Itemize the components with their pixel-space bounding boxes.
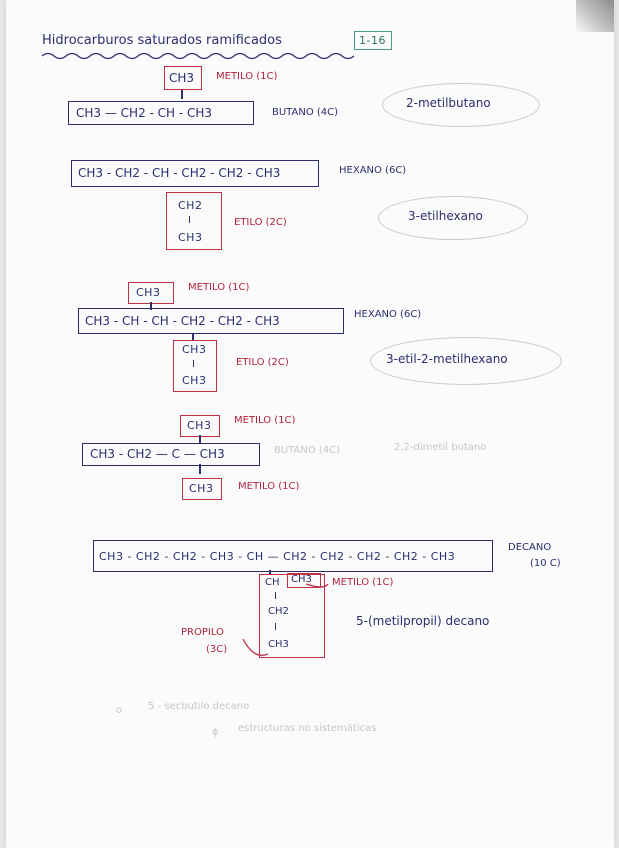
notebook-page [6, 0, 614, 848]
ex4-branch-top-note: METILO (1C) [234, 415, 296, 426]
ex1-branch-note: METILO (1C) [216, 71, 278, 82]
ex3-branch-top: CH3 [136, 286, 161, 299]
ex5-branch-2: CH2 [268, 606, 289, 617]
pen-strokes [6, 0, 614, 848]
ex5-branch-1b: CH3 [291, 574, 312, 585]
title-underline [42, 54, 354, 59]
ex4-branch-bottom: CH3 [189, 482, 214, 495]
faint-mark: ɸ [212, 727, 219, 738]
ex3-chain: CH3 - CH - CH - CH2 - CH2 - CH3 [85, 314, 280, 328]
ex1-branch: CH3 [169, 71, 195, 85]
ex4-branch-top: CH3 [187, 419, 212, 432]
ex1-answer: 2-metilbutano [406, 96, 491, 110]
ex3-branch-b: CH3 [182, 374, 207, 387]
ex3-branch-sep: I [192, 359, 195, 370]
ex5-branch-1: CH [265, 577, 280, 588]
ex4-bond-top [199, 435, 201, 443]
ex4-branch-bottom-note: METILO (1C) [238, 481, 300, 492]
ex2-branch-sep: I [188, 215, 191, 226]
ex5-branch-sep-2: I [274, 622, 277, 633]
ex4-bond-bottom [199, 464, 201, 474]
page-title: Hidrocarburos saturados ramificados [42, 33, 282, 48]
ex4-faint-answer: 2,2-dimetil butano [394, 442, 487, 453]
ex5-propilo-label: PROPILO [181, 627, 224, 638]
ex5-branch-sep-1: I [274, 591, 277, 602]
ex1-chain: CH3 — CH2 - CH - CH3 [76, 106, 213, 120]
ex4-chain-note: BUTANO (4C) [274, 445, 341, 456]
ex5-chain-note2: (10 C) [530, 558, 561, 569]
ex5-branch-1-note: METILO (1C) [332, 577, 394, 588]
ex3-branch-note: ETILO (2C) [236, 357, 289, 368]
ex5-answer: 5-(metilpropil) decano [356, 614, 490, 628]
faint-note-2: estructuras no sistemáticas [238, 723, 377, 734]
ex3-branch-a: CH3 [182, 343, 207, 356]
faint-bullet: o [116, 705, 123, 716]
ex2-branch-bottom: CH3 [178, 231, 203, 244]
ex5-propilo-count: (3C) [206, 644, 228, 655]
ex5-branch-3: CH3 [268, 639, 289, 650]
faint-note-1: 5 - secbutilo decano [148, 701, 250, 712]
ex3-branch-top-note: METILO (1C) [188, 282, 250, 293]
ex4-chain: CH3 - CH2 — C — CH3 [90, 447, 225, 461]
ex2-branch-top: CH2 [178, 199, 203, 212]
ex5-chain-note: DECANO [508, 542, 552, 553]
ex1-chain-note: BUTANO (4C) [272, 107, 339, 118]
ex2-chain-note: HEXANO (6C) [339, 165, 407, 176]
ex2-answer: 3-etilhexano [408, 209, 483, 223]
ex3-chain-note: HEXANO (6C) [354, 309, 422, 320]
ex2-chain: CH3 - CH2 - CH - CH2 - CH2 - CH3 [78, 166, 281, 180]
page-ref: 1-16 [359, 34, 386, 47]
ex1-bond [181, 90, 183, 99]
ex5-chain: CH3 - CH2 - CH2 - CH3 - CH — CH2 - CH2 - CH2 - CH2 - CH3 [99, 550, 456, 563]
ex3-answer: 3-etil-2-metilhexano [386, 352, 508, 366]
ex2-branch-note: ETILO (2C) [234, 217, 287, 228]
